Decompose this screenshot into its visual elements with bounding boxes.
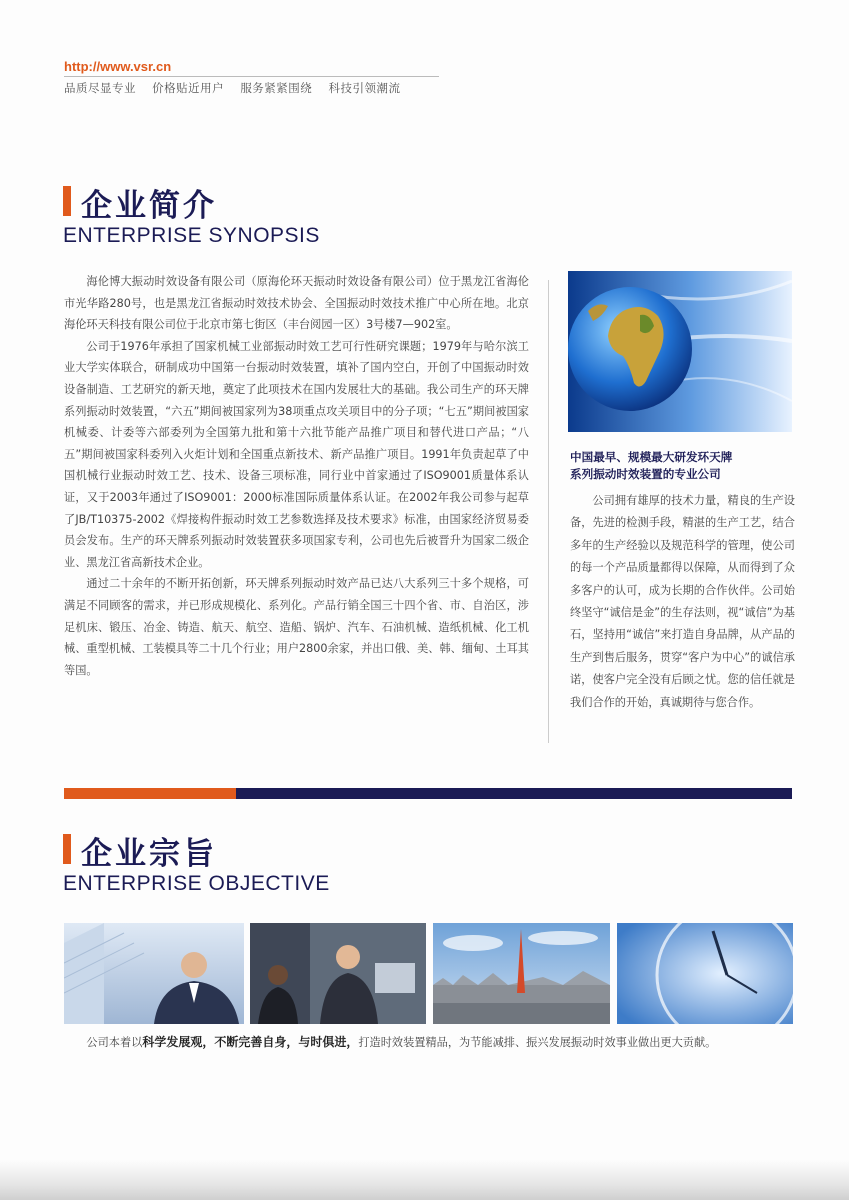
photo-city-skyline: [433, 923, 610, 1024]
tagline: 价格贴近用户: [152, 81, 225, 95]
globe-image: [568, 271, 792, 432]
side-heading-line: 中国最早、规模最大研发环天牌: [570, 450, 733, 464]
section-divider-orange: [64, 788, 236, 799]
page-bottom-shadow: [0, 1160, 849, 1200]
photo-clock: [617, 923, 793, 1024]
synopsis-title-cn: 企业简介: [81, 188, 217, 224]
tagline: 服务紧紧围绕: [240, 81, 313, 95]
header-url[interactable]: http://www.vsr.cn: [64, 59, 172, 74]
side-text: [570, 490, 795, 714]
side-paragraph: 公司拥有雄厚的技术力量，精良的生产设备，先进的检测手段，精湛的生产工艺，结合多年的生产经验以及规范科学的管理，使公司的每一个产品质量都得以保障，从而得到了众多客户的认可，成为长期的合作伙伴。公司始终坚守“诚信是金”的生存法则，视“诚信”为基石，坚持用“诚信”来打造自身品牌，从产品的生产到售后服务，贯穿“客户为中心”的诚信承诺，使客户完全没有后顾之忧。您的信任就是我们合作的开始，真诚期待与您合作。: [570, 494, 795, 709]
column-divider: [548, 280, 549, 743]
header-rule: [64, 76, 439, 77]
synopsis-title-en: ENTERPRISE SYNOPSIS: [63, 224, 320, 247]
synopsis-body: [64, 271, 529, 681]
objective-title-en: ENTERPRISE OBJECTIVE: [63, 872, 330, 895]
objective-text: [64, 1033, 794, 1053]
side-heading-line: 系列振动时效装置的专业公司: [570, 467, 721, 481]
title-accent-bar: [63, 834, 71, 864]
photo-businessman: [64, 923, 244, 1024]
paragraph: 公司于1976年承担了国家机械工业部振动时效工艺可行性研究课题；1979年与哈尔滨工业大学实体联合，研制成功中国第一台振动时效装置，填补了国内空白，开创了中国振动时效设备制造、工艺研究的新天地，奠定了此项技术在国内发展壮大的基础。我公司生产的环天牌系列振动时效装置，“六五”期间被国家列为38项重点攻关项目中的分子项；“七五”期间被国家机械委、计委等六部委列为全国第九批和第十六批节能产品推广项目和替代进口产品；“八五”期间被国家科委列入火炬计划和全国重点新技术、新产品推广项目。1991年负责起草了中国机械行业振动时效工艺、技术、设备三项标准，同行业中首家通过了ISO9001质量体系认证，又于2003年通过了ISO9001：2000标准国际质量体系认证。在2002年我公司参与起草了JB/T10375-2002《焊接构件振动时效工艺参数选择及技术要求》标准，由国家经济贸易委员会发布。生产的环天牌系列振动时效装置获多项国家专利，公司也先后被晋升为国家二级企业、黑龙江省高新技术企业。: [64, 339, 529, 569]
paragraph: 通过二十余年的不断开拓创新，环天牌系列振动时效产品已达八大系列三十多个规格，可满足不同顾客的需求，并已形成规模化、系列化。产品行销全国三十四个省、市、自治区，涉足机床、锻压、冶金、铸造、航天、航空、造船、锅炉、汽车、石油机械、造纸机械、化工机械、重型机械、工装模具等二十几个行业；用户2800余家，并出口俄、美、韩、缅甸、土耳其等国。: [64, 577, 529, 677]
objective-text-prefix: 公司本着以: [86, 1036, 143, 1049]
objective-title-cn: 企业宗旨: [81, 836, 217, 872]
tagline: 科技引领潮流: [328, 81, 401, 95]
header-taglines: [64, 80, 412, 96]
objective-text-emphasis: 科学发展观，不断完善自身，与时俱进，: [142, 1035, 359, 1049]
section-divider-navy: [236, 788, 792, 799]
tagline: 品质尽显专业: [64, 81, 136, 95]
paragraph: 海伦博大振动时效设备有限公司（原海伦环天振动时效设备有限公司）位于黑龙江省海伦市光华路280号，也是黑龙江省振动时效技术协会、全国振动时效技术推广中心所在地。北京海伦环天科技有限公司位于北京市第七街区（丰台阅园一区）3号楼7—902室。: [64, 275, 529, 332]
title-accent-bar: [63, 186, 71, 216]
objective-text-suffix: 打造时效装置精品，为节能减排、振兴发展振动时效事业做出更大贡献。: [358, 1036, 717, 1049]
photo-office-meeting: [250, 923, 426, 1024]
side-heading: [570, 449, 795, 483]
